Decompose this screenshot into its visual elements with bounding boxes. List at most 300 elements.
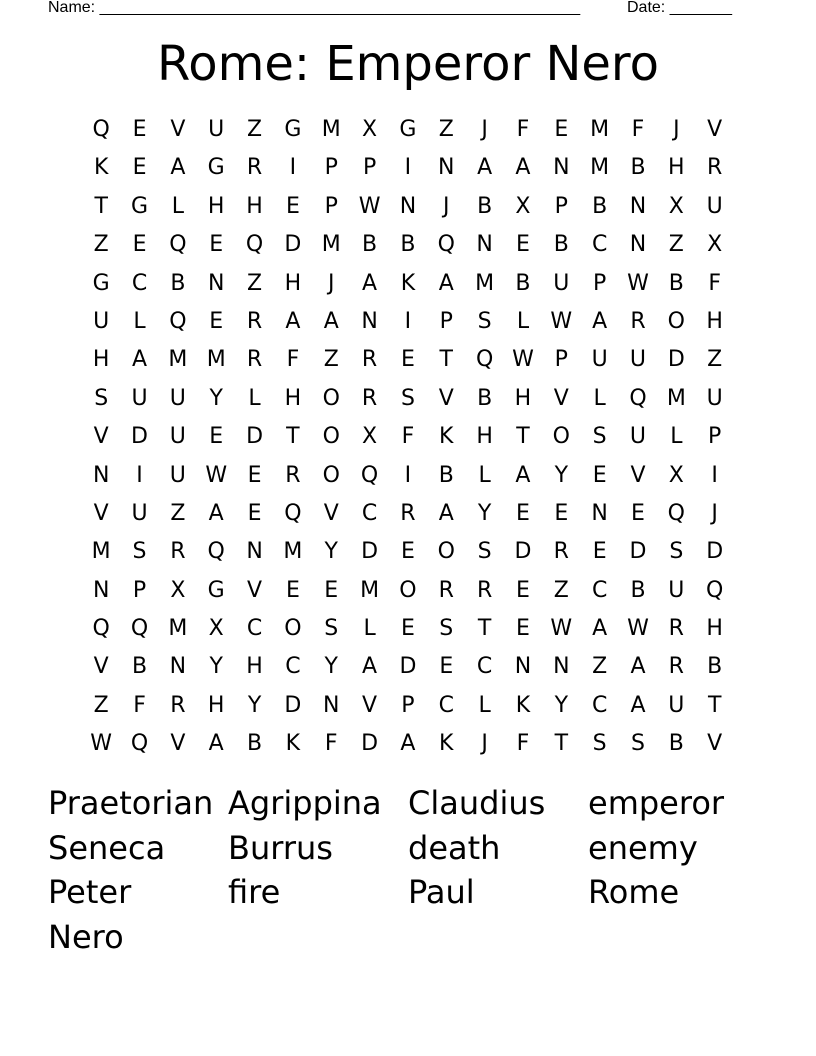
grid-letter: I xyxy=(711,462,718,488)
grid-letter: J xyxy=(443,193,450,219)
grid-letter: P xyxy=(439,308,453,334)
grid-letter: N xyxy=(399,193,417,219)
grid-letter: O xyxy=(437,539,455,565)
grid-letter: E xyxy=(132,117,147,142)
grid-letter: E xyxy=(209,308,224,334)
grid-letter: U xyxy=(208,117,225,142)
grid-letter: H xyxy=(246,654,263,680)
grid-letter: W xyxy=(358,193,381,219)
grid-letter: L xyxy=(248,385,261,411)
word-list-item: Praetorian xyxy=(48,784,214,822)
grid-letter: P xyxy=(132,577,147,603)
grid-letter: E xyxy=(592,539,607,565)
grid-letter: T xyxy=(516,424,530,450)
word-list-item: enemy xyxy=(588,828,698,867)
grid-letter: Y xyxy=(554,692,569,718)
grid-letter: E xyxy=(400,616,415,642)
grid-letter: G xyxy=(399,117,417,142)
grid-letter: K xyxy=(285,731,301,757)
grid-letter: U xyxy=(553,270,570,296)
grid-letter: B xyxy=(170,270,186,296)
grid-letter: E xyxy=(247,500,262,526)
grid-letter: U xyxy=(706,193,723,219)
grid-letter: W xyxy=(90,731,113,757)
grid-letter: E xyxy=(516,577,530,603)
grid-letter: D xyxy=(361,731,379,757)
grid-letter: P xyxy=(554,193,568,219)
grid-letter: H xyxy=(207,692,225,718)
grid-letter: E xyxy=(247,462,262,488)
grid-letter: T xyxy=(707,692,722,718)
grid-letter: I xyxy=(404,308,412,334)
word-list-item: Paul xyxy=(408,873,475,912)
grid-letter: O xyxy=(399,577,417,603)
grid-letter: B xyxy=(477,193,493,219)
grid-letter: E xyxy=(324,577,339,603)
grid-letter: D xyxy=(284,692,302,718)
grid-letter: Q xyxy=(245,232,264,258)
grid-letter: M xyxy=(666,385,686,411)
grid-letter: S xyxy=(631,731,645,757)
grid-letter: E xyxy=(400,539,415,565)
grid-letter: A xyxy=(438,500,454,526)
grid-letter: F xyxy=(286,347,300,373)
grid-letter: I xyxy=(404,462,412,488)
grid-letter: K xyxy=(93,155,109,181)
grid-letter: F xyxy=(324,731,338,757)
grid-letter: H xyxy=(514,385,532,411)
date-field-line: Date: _______ xyxy=(627,0,732,16)
grid-letter: U xyxy=(591,347,608,373)
grid-letter: Q xyxy=(169,308,187,334)
grid-letter: G xyxy=(207,577,225,603)
grid-letter: R xyxy=(170,692,186,718)
word-list-item: Nero xyxy=(48,918,124,957)
grid-letter: P xyxy=(362,155,377,181)
grid-letter: C xyxy=(591,577,608,603)
grid-letter: V xyxy=(93,500,109,526)
grid-letter: G xyxy=(207,155,225,181)
grid-letter: D xyxy=(361,539,379,565)
grid-letter: N xyxy=(169,654,187,680)
grid-letter: P xyxy=(593,270,607,296)
grid-letter: A xyxy=(515,155,531,181)
grid-letter: T xyxy=(439,347,453,373)
grid-letter: P xyxy=(554,347,568,373)
grid-letter: A xyxy=(438,270,454,296)
word-list-item: Seneca xyxy=(48,828,166,867)
grid-letter: X xyxy=(707,232,723,258)
grid-letter: O xyxy=(322,462,340,488)
grid-letter: F xyxy=(708,270,721,296)
grid-letter: M xyxy=(475,270,495,296)
grid-letter: N xyxy=(514,654,532,680)
grid-letter: I xyxy=(289,155,297,181)
grid-letter: H xyxy=(246,193,263,219)
grid-letter: F xyxy=(516,731,530,757)
grid-letter: S xyxy=(669,539,684,565)
grid-letter: O xyxy=(322,385,340,411)
grid-letter: X xyxy=(668,462,684,488)
grid-letter: M xyxy=(206,347,226,373)
word-list-item: Agrippina xyxy=(228,784,382,822)
grid-letter: P xyxy=(324,193,338,219)
grid-letter: V xyxy=(707,731,723,757)
grid-letter: N xyxy=(629,232,647,258)
word-list-item: Burrus xyxy=(228,828,333,867)
grid-letter: E xyxy=(439,654,454,680)
grid-letter: O xyxy=(284,616,302,642)
grid-letter: M xyxy=(590,155,610,181)
grid-letter: H xyxy=(706,616,723,642)
grid-letter: X xyxy=(170,577,186,603)
grid-letter: K xyxy=(439,731,454,757)
grid-letter: S xyxy=(477,539,492,565)
grid-row xyxy=(82,418,734,456)
grid-letter: Q xyxy=(667,500,685,526)
grid-letter: R xyxy=(285,462,301,488)
grid-letter: A xyxy=(208,731,224,757)
grid-letter: L xyxy=(516,308,530,334)
grid-letter: O xyxy=(667,308,685,334)
grid-letter: Y xyxy=(324,539,338,565)
grid-row xyxy=(82,572,734,610)
grid-letter: D xyxy=(246,424,264,450)
grid-letter: S xyxy=(324,616,339,642)
grid-letter: M xyxy=(360,577,380,603)
word-list-item: Peter xyxy=(48,873,132,912)
grid-letter: L xyxy=(133,308,146,334)
grid-letter: U xyxy=(629,347,647,373)
grid-letter: Z xyxy=(553,577,569,603)
grid-letter: B xyxy=(592,193,608,219)
grid-letter: V xyxy=(630,462,646,488)
grid-letter: V xyxy=(553,385,569,411)
grid-letter: N xyxy=(629,193,647,219)
grid-letter: J xyxy=(327,270,335,296)
grid-row xyxy=(82,111,734,149)
grid-letter: E xyxy=(631,500,645,526)
grid-letter: Z xyxy=(323,347,339,373)
grid-letter: Y xyxy=(209,385,223,411)
word-list-item: Rome xyxy=(588,873,680,912)
grid-letter: R xyxy=(361,347,378,373)
grid-letter: R xyxy=(476,577,493,603)
grid-letter: C xyxy=(246,616,263,642)
grid-letter: N xyxy=(361,308,378,334)
grid-letter: M xyxy=(283,539,303,565)
grid-letter: L xyxy=(670,424,683,450)
grid-letter: W xyxy=(627,270,649,296)
grid-row xyxy=(82,648,734,686)
grid-letter: H xyxy=(92,347,110,373)
grid-letter: R xyxy=(246,347,263,373)
grid-letter: A xyxy=(208,500,224,526)
word-list-item: Claudius xyxy=(408,784,546,822)
grid-letter: Z xyxy=(93,692,109,718)
grid-letter: V xyxy=(362,692,378,718)
grid-letter: D xyxy=(399,654,417,680)
grid-letter: R xyxy=(438,577,454,603)
grid-letter: C xyxy=(591,232,608,258)
grid-letter: T xyxy=(94,193,108,219)
grid-letter: D xyxy=(706,539,724,565)
grid-letter: C xyxy=(438,692,454,718)
grid-letter: V xyxy=(93,424,109,450)
grid-letter: L xyxy=(171,193,184,219)
grid-letter: Q xyxy=(437,232,455,258)
grid-letter: E xyxy=(132,232,147,258)
grid-letter: E xyxy=(554,117,569,142)
grid-letter: Q xyxy=(629,385,647,411)
name-field-line: Name: ______________________________________________________ xyxy=(48,0,581,16)
grid-letter: O xyxy=(552,424,570,450)
grid-letter: Q xyxy=(207,539,225,565)
grid-letter: Q xyxy=(92,117,110,142)
word-list-item: emperor xyxy=(588,784,725,822)
grid-row xyxy=(82,495,734,533)
grid-letter: S xyxy=(439,616,454,642)
grid-letter: R xyxy=(553,539,569,565)
grid-row xyxy=(82,610,734,648)
grid-letter: B xyxy=(668,731,684,757)
grid-letter: I xyxy=(404,155,412,181)
grid-letter: R xyxy=(707,155,723,181)
grid-letter: B xyxy=(362,232,378,258)
grid-letter: B xyxy=(553,232,569,258)
grid-letter: Q xyxy=(706,577,724,603)
grid-letter: U xyxy=(629,424,647,450)
grid-letter: E xyxy=(209,424,224,450)
grid-letter: H xyxy=(668,155,685,181)
grid-letter: E xyxy=(592,462,607,488)
grid-letter: B xyxy=(515,270,531,296)
grid-letter: K xyxy=(400,270,416,296)
grid-row xyxy=(82,533,734,571)
grid-letter: M xyxy=(321,117,341,142)
grid-letter: U xyxy=(169,462,186,488)
grid-letter: W xyxy=(550,616,573,642)
grid-letter: R xyxy=(361,385,378,411)
grid-letter: C xyxy=(361,500,378,526)
grid-letter: B xyxy=(438,462,454,488)
grid-letter: S xyxy=(592,731,607,757)
grid-letter: A xyxy=(170,155,186,181)
grid-letter: X xyxy=(515,193,531,219)
grid-letter: E xyxy=(516,500,530,526)
grid-letter: W xyxy=(627,616,649,642)
grid-letter: K xyxy=(439,424,454,450)
grid-letter: V xyxy=(323,500,339,526)
grid-letter: Y xyxy=(209,654,223,680)
grid-letter: J xyxy=(711,500,718,526)
grid-letter: A xyxy=(630,654,646,680)
grid-letter: N xyxy=(553,654,570,680)
grid-letter: D xyxy=(667,347,685,373)
grid-letter: D xyxy=(284,232,302,258)
grid-letter: M xyxy=(91,539,111,565)
grid-letter: Q xyxy=(475,347,494,373)
grid-letter: Z xyxy=(707,347,723,373)
grid-letter: D xyxy=(514,539,532,565)
grid-letter: P xyxy=(401,692,415,718)
grid-letter: A xyxy=(131,347,148,373)
grid-row xyxy=(82,188,734,226)
grid-letter: Y xyxy=(247,692,262,718)
grid-row xyxy=(82,380,734,418)
grid-letter: N xyxy=(246,539,263,565)
grid-letter: H xyxy=(284,270,302,296)
grid-letter: Z xyxy=(668,232,684,258)
grid-letter: A xyxy=(362,270,378,296)
grid-letter: V xyxy=(93,654,109,680)
grid-letter: E xyxy=(285,193,300,219)
grid-letter: R xyxy=(630,308,646,334)
grid-letter: L xyxy=(363,616,376,642)
grid-letter: C xyxy=(285,654,301,680)
grid-letter: L xyxy=(478,462,491,488)
grid-letter: Q xyxy=(130,616,149,642)
grid-letter: G xyxy=(130,193,149,219)
grid-row xyxy=(82,149,734,187)
word-search-grid xyxy=(82,111,734,764)
grid-letter: G xyxy=(92,270,110,296)
grid-letter: E xyxy=(285,577,300,603)
grid-letter: S xyxy=(477,308,492,334)
grid-letter: B xyxy=(630,155,646,181)
grid-letter: P xyxy=(324,155,338,181)
grid-letter: A xyxy=(515,462,531,488)
grid-letter: C xyxy=(476,654,493,680)
grid-letter: N xyxy=(207,270,225,296)
grid-letter: A xyxy=(362,654,378,680)
grid-letter: B xyxy=(131,654,148,680)
grid-letter: Z xyxy=(247,117,263,142)
grid-letter: U xyxy=(668,577,685,603)
grid-letter: F xyxy=(401,424,415,450)
word-list-item: death xyxy=(408,828,501,867)
grid-letter: U xyxy=(668,692,685,718)
grid-letter: Z xyxy=(592,654,608,680)
grid-row xyxy=(82,725,734,763)
grid-letter: E xyxy=(400,347,415,373)
grid-letter: Q xyxy=(130,731,149,757)
grid-letter: W xyxy=(550,308,573,334)
grid-letter: J xyxy=(481,731,488,757)
grid-letter: N xyxy=(92,577,110,603)
grid-letter: Q xyxy=(92,616,110,642)
grid-letter: M xyxy=(590,117,610,142)
grid-letter: U xyxy=(93,308,110,334)
grid-letter: D xyxy=(131,424,148,450)
grid-letter: R xyxy=(170,539,186,565)
grid-letter: V xyxy=(170,117,186,142)
grid-letter: F xyxy=(516,117,530,142)
grid-letter: M xyxy=(168,347,188,373)
grid-letter: X xyxy=(668,193,684,219)
grid-letter: U xyxy=(706,385,723,411)
grid-letter: H xyxy=(706,308,723,334)
grid-letter: Y xyxy=(324,654,338,680)
grid-letter: V xyxy=(247,577,263,603)
grid-letter: A xyxy=(285,308,301,334)
grid-letter: L xyxy=(478,692,491,718)
grid-letter: Z xyxy=(438,117,454,142)
grid-letter: D xyxy=(629,539,647,565)
grid-letter: U xyxy=(169,424,186,450)
grid-letter: E xyxy=(516,616,530,642)
grid-letter: R xyxy=(246,308,263,334)
grid-letter: T xyxy=(554,731,569,757)
grid-letter: N xyxy=(553,155,570,181)
grid-letter: Z xyxy=(170,500,186,526)
grid-letter: Q xyxy=(284,500,302,526)
grid-letter: A xyxy=(477,155,493,181)
grid-letter: B xyxy=(400,232,416,258)
grid-letter: H xyxy=(476,424,493,450)
grid-letter: W xyxy=(205,462,228,488)
grid-letter: R xyxy=(668,654,684,680)
grid-letter: S xyxy=(132,539,147,565)
grid-letter: F xyxy=(133,692,146,718)
grid-letter: B xyxy=(668,270,684,296)
word-list-item: fire xyxy=(228,873,281,912)
grid-letter: E xyxy=(132,155,147,181)
grid-letter: G xyxy=(284,117,302,142)
grid-letter: U xyxy=(169,385,186,411)
page-title: Rome: Emperor Nero xyxy=(157,36,659,92)
grid-letter: K xyxy=(515,692,531,718)
grid-letter: W xyxy=(512,347,534,373)
grid-letter: X xyxy=(362,117,378,142)
grid-letter: Q xyxy=(169,232,187,258)
grid-letter: V xyxy=(707,117,723,142)
grid-letter: M xyxy=(321,232,341,258)
grid-letter: M xyxy=(168,616,188,642)
grid-letter: H xyxy=(284,385,302,411)
grid-letter: U xyxy=(131,500,148,526)
grid-letter: C xyxy=(591,692,608,718)
grid-letter: F xyxy=(631,117,645,142)
grid-letter: S xyxy=(94,385,109,411)
grid-letter: B xyxy=(630,577,646,603)
grid-letter: A xyxy=(592,616,608,642)
grid-letter: A xyxy=(400,731,416,757)
grid-letter: N xyxy=(476,232,493,258)
grid-letter: A xyxy=(592,308,608,334)
grid-letter: T xyxy=(286,424,300,450)
grid-letter: J xyxy=(481,117,488,142)
grid-letter: R xyxy=(668,616,684,642)
grid-letter: S xyxy=(592,424,607,450)
grid-letter: U xyxy=(131,385,148,411)
grid-letter: Q xyxy=(360,462,379,488)
grid-letter: L xyxy=(593,385,606,411)
grid-letter: A xyxy=(323,308,339,334)
grid-letter: H xyxy=(207,193,225,219)
grid-letter: R xyxy=(400,500,416,526)
grid-letter: Y xyxy=(477,500,492,526)
grid-letter: X xyxy=(208,616,224,642)
grid-letter: S xyxy=(400,385,415,411)
grid-letter: P xyxy=(708,424,722,450)
grid-letter: N xyxy=(323,692,340,718)
grid-letter: Z xyxy=(247,270,263,296)
grid-letter: B xyxy=(707,654,723,680)
grid-letter: B xyxy=(477,385,493,411)
grid-letter: N xyxy=(438,155,455,181)
grid-letter: A xyxy=(630,692,646,718)
